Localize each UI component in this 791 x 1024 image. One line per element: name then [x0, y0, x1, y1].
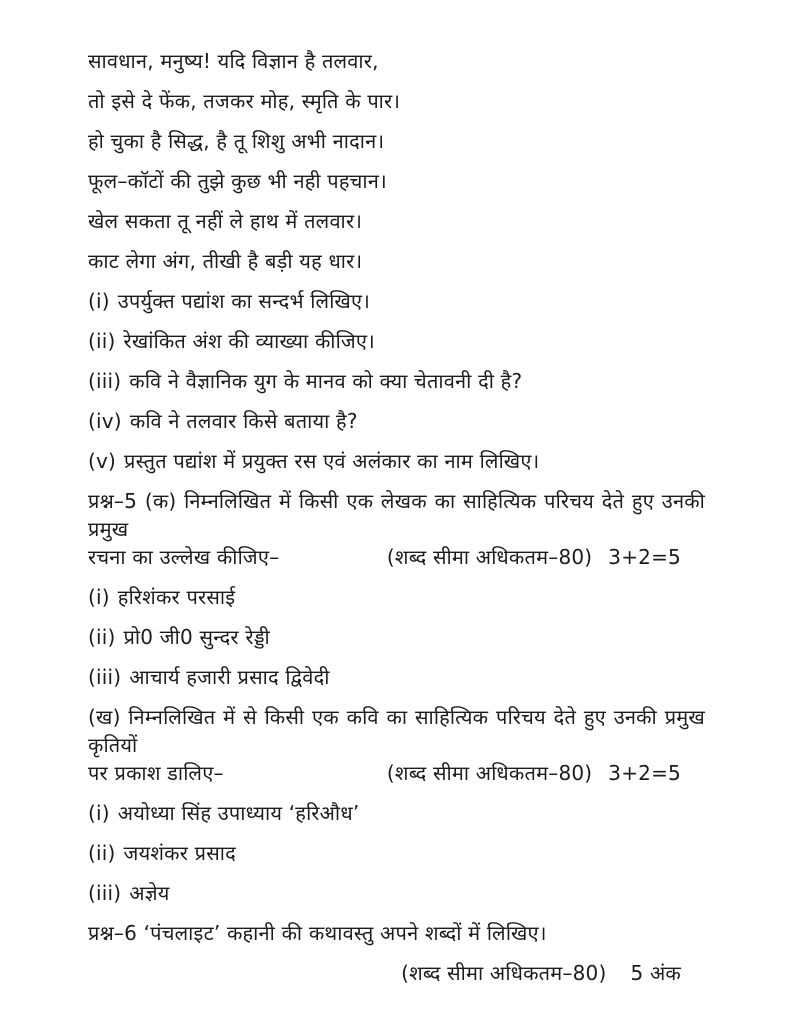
marks-note: 3+2=5: [608, 545, 681, 569]
sub-question-text: कवि ने वैज्ञानिक युग के मानव को क्या चेतावनी दी है?: [129, 369, 523, 393]
option-text: अज्ञेय: [129, 881, 170, 905]
option-number: (iii): [88, 881, 122, 905]
question5-part-b-annotation: [387, 759, 705, 787]
option-poet-1: [88, 799, 705, 827]
option-number: (ii): [88, 841, 116, 865]
word-limit-note: (शब्द सीमा अधिकतम–80): [401, 961, 607, 985]
poem-line-1: सावधान, मनुष्य! यदि विज्ञान है तलवार,: [88, 49, 379, 73]
sub-question-number: (iii): [88, 369, 122, 393]
question5-part-a-intro: [88, 487, 705, 571]
word-limit-note: (शब्द सीमा अधिकतम–80): [386, 545, 593, 569]
question5-part-b-line2-text: पर प्रकाश डालिए–: [88, 761, 224, 785]
poem-line-4: फूल–कॉटों की तुझे कुछ भी नही पहचान।: [88, 169, 387, 193]
marks-note: 3+2=5: [608, 761, 681, 785]
sub-question-i: [88, 287, 705, 315]
option-text: अयोध्या सिंह उपाध्याय ‘हरिऔध’: [117, 801, 360, 825]
question5-part-a-line1: प्रश्न–5 (क) निम्नलिखित में किसी एक लेखक का साहित्यिक परिचय देते हुए उनकी प्रमुख: [88, 489, 705, 541]
sub-question-text: प्रस्तुत पद्यांश में प्रयुक्त रस एवं अलंकार का नाम लिखिए।: [124, 449, 540, 473]
sub-questions-block: [88, 287, 705, 475]
sub-question-number: (ii): [88, 329, 116, 353]
sub-question-number: (iv): [88, 409, 122, 433]
sub-question-text: उपर्युक्त पद्यांश का सन्दर्भ लिखिए।: [117, 289, 371, 313]
sub-question-number: (i): [88, 289, 110, 313]
question5-part-a-line2-text: रचना का उल्लेख कीजिए–: [88, 545, 280, 569]
option-author-2: [88, 623, 705, 651]
question5-part-a-annotation: [387, 543, 705, 571]
sub-question-text: रेखांकित अंश की व्याख्या कीजिए।: [123, 329, 375, 353]
question5-part-b-line2: [88, 759, 705, 787]
poem-line-3: हो चुका है सिद्ध, है तू शिशु अभी नादान।: [88, 129, 385, 153]
sub-question-ii: [88, 327, 705, 355]
sub-question-iii: [88, 367, 705, 395]
word-limit-note: (शब्द सीमा अधिकतम–80): [386, 761, 593, 785]
option-text: जयशंकर प्रसाद: [123, 841, 236, 865]
sub-question-text: कवि ने तलवार किसे बताया है?: [129, 409, 358, 433]
question5-part-b-options: [88, 799, 705, 907]
sub-question-iv: [88, 407, 705, 435]
option-poet-2: [88, 839, 705, 867]
option-text: आचार्य हजारी प्रसाद द्विवेदी: [129, 665, 330, 689]
poem-line-6: काट लेगा अंग, तीखी है बड़ी यह धार।: [88, 249, 363, 273]
question6-text: प्रश्न–6 ‘पंचलाइट’ कहानी की कथावस्तु अपने शब्दों में लिखिए।: [88, 921, 547, 945]
option-poet-3: [88, 879, 705, 907]
option-number: (iii): [88, 665, 122, 689]
poem-block: [88, 47, 705, 275]
option-text: प्रो0 जी0 सुन्दर रेड्डी: [123, 625, 270, 649]
question6-annotation-row: [88, 959, 705, 987]
option-author-1: [88, 583, 705, 611]
option-author-3: [88, 663, 705, 691]
option-text: हरिशंकर परसाई: [117, 585, 236, 609]
marks-note: 5 अंक: [630, 961, 681, 985]
sub-question-number: (v): [88, 449, 117, 473]
question5-part-b-line1: (ख) निम्नलिखित में से किसी एक कवि का साहित्यिक परिचय देते हुए उनकी प्रमुख कृतियों: [88, 705, 705, 757]
sub-question-v: [88, 447, 705, 475]
question6-annotation: [401, 959, 705, 987]
option-number: (i): [88, 801, 110, 825]
option-number: (ii): [88, 625, 116, 649]
option-number: (i): [88, 585, 110, 609]
question5-part-a-line2: [88, 543, 705, 571]
question5-part-a-options: [88, 583, 705, 691]
poem-line-2: तो इसे दे फेंक, तजकर मोह, स्मृति के पार।: [88, 89, 401, 113]
question5-part-b-intro: [88, 703, 705, 787]
poem-line-5: खेल सकता तू नहीं ले हाथ में तलवार।: [88, 209, 363, 233]
